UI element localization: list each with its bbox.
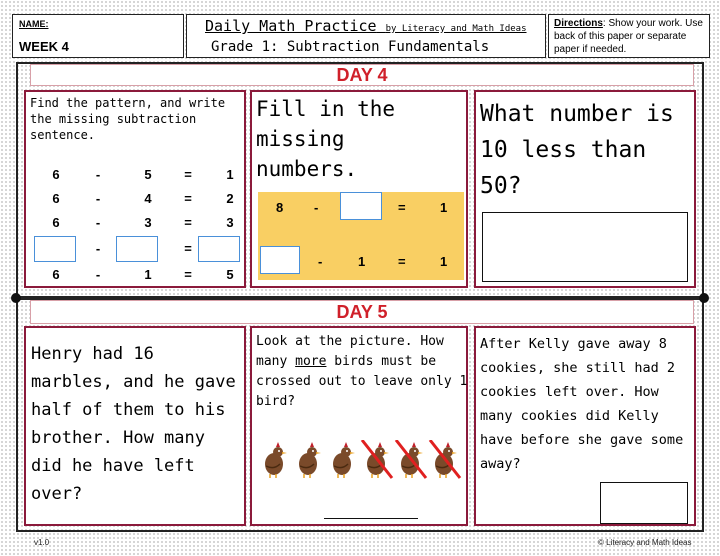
worksheet-title: Daily Math Practice by Literacy and Math Ideas (205, 17, 527, 35)
pattern-prompt: Find the pattern, and write the missing subtraction sentence. (30, 96, 226, 142)
answer-box[interactable] (600, 482, 688, 524)
day4-pattern-card (24, 90, 246, 288)
equation-operator: - (318, 254, 323, 269)
bird-icon (265, 442, 287, 478)
birds-svg (258, 440, 464, 480)
name-box (12, 14, 184, 58)
missing-number-box[interactable] (198, 236, 240, 262)
equation-number: 1 (440, 254, 448, 269)
equation-number: 1 (440, 200, 448, 215)
version-label: v1.0 (34, 538, 50, 547)
day4-banner: DAY 4 (30, 64, 694, 86)
pattern-row-missing: - = (95, 241, 192, 256)
day5-marbles-card (24, 326, 246, 526)
equation-panel (258, 192, 464, 280)
directions-text: Directions: Show your work. Use back of this paper or separate paper if needed. (554, 18, 703, 55)
question-prompt: What number is 10 less than 50? (480, 101, 674, 199)
birds-picture (258, 440, 464, 480)
missing-number-box[interactable] (116, 236, 158, 262)
pattern-row: 6 - 3 = 3 (52, 215, 234, 230)
day4-question-card (474, 90, 696, 288)
pattern-row: 6 - 4 = 2 (52, 191, 234, 206)
name-label: NAME: (19, 19, 49, 29)
answer-line[interactable] (324, 518, 418, 519)
title-byline: by Literacy and Math Ideas (385, 24, 527, 34)
equation-operator: - (314, 200, 319, 215)
cookies-prompt: After Kelly gave away 8 cookies, she still had 2 cookies left over. How many cookies did Kelly have before she gave some away? (480, 336, 684, 472)
equation-equals: = (398, 200, 406, 215)
equation-number: 1 (358, 254, 366, 269)
equation-equals: = (398, 254, 406, 269)
day5-banner: DAY 5 (30, 300, 694, 324)
frame-dot-right (699, 293, 709, 303)
bird-icon (299, 442, 321, 478)
day5-cookies-card (474, 326, 696, 526)
fill-prompt: Fill in the missing numbers. (256, 97, 396, 181)
pattern-row: 6 - 5 = 1 (52, 167, 234, 182)
day4-fill-card (250, 90, 468, 288)
worksheet-subtitle: Grade 1: Subtraction Fundamentals (211, 39, 490, 55)
missing-number-box[interactable] (340, 192, 382, 220)
marbles-prompt: Henry had 16 marbles, and he gave half of them to his brother. How many did he have left over? (31, 344, 236, 504)
copyright-label: © Literacy and Math Ideas (598, 538, 692, 547)
missing-number-box[interactable] (34, 236, 76, 262)
directions-box (548, 14, 710, 58)
bird-icon (333, 442, 355, 478)
week-label: WEEK 4 (19, 39, 69, 54)
missing-number-box[interactable] (260, 246, 300, 274)
day5-birds-card (250, 326, 468, 526)
pattern-row: 6 - 1 = 5 (52, 267, 234, 282)
equation-number: 8 (276, 200, 284, 215)
birds-prompt: Look at the picture. How many more birds must be crossed out to leave only 1 bird? (256, 334, 468, 409)
title-box (186, 14, 546, 58)
frame-dot-left (11, 293, 21, 303)
answer-box[interactable] (482, 212, 688, 282)
